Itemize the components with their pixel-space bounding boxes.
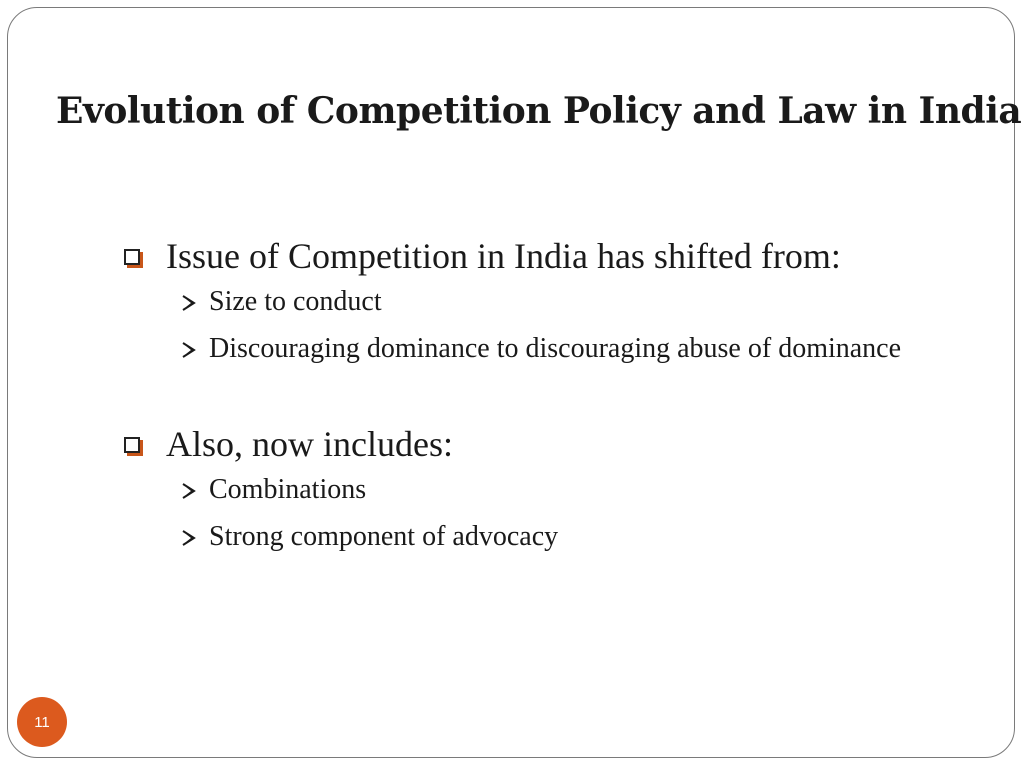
sub-bullet-item xyxy=(180,329,970,368)
sub-bullet-item xyxy=(180,470,970,509)
bullet-heading-row xyxy=(120,420,970,468)
arrow-right-icon xyxy=(180,294,198,312)
checkbox-square-icon xyxy=(124,249,140,265)
page-number-badge xyxy=(17,697,67,747)
checkbox-square-icon xyxy=(124,437,140,453)
bullet-heading-row xyxy=(120,232,970,280)
arrow-right-icon xyxy=(180,529,198,547)
sub-bullet-text: Combinations xyxy=(209,474,367,505)
sub-bullet-list xyxy=(180,470,970,556)
sub-bullet-list xyxy=(180,282,970,368)
page-number: 11 xyxy=(34,713,50,731)
sub-bullet-text: Strong component of advocacy xyxy=(209,521,559,552)
sub-bullet-item xyxy=(180,282,970,321)
bullet-heading: Also, now includes: xyxy=(166,424,453,464)
bullet-heading: Issue of Competition in India has shifted from: xyxy=(166,236,841,276)
sub-bullet-text: Size to conduct xyxy=(209,286,382,317)
slide-frame xyxy=(7,7,1022,758)
arrow-right-icon xyxy=(180,482,198,500)
sub-bullet-text: Discouraging dominance to discouraging abuse of dominance xyxy=(209,333,902,364)
bullet-section-2 xyxy=(120,420,970,556)
slide-title: Evolution of Competition Policy and Law in India xyxy=(56,90,1022,132)
bullet-section-1 xyxy=(120,232,970,368)
sub-bullet-item xyxy=(180,517,970,556)
arrow-right-icon xyxy=(180,341,198,359)
slide-content xyxy=(120,232,970,608)
